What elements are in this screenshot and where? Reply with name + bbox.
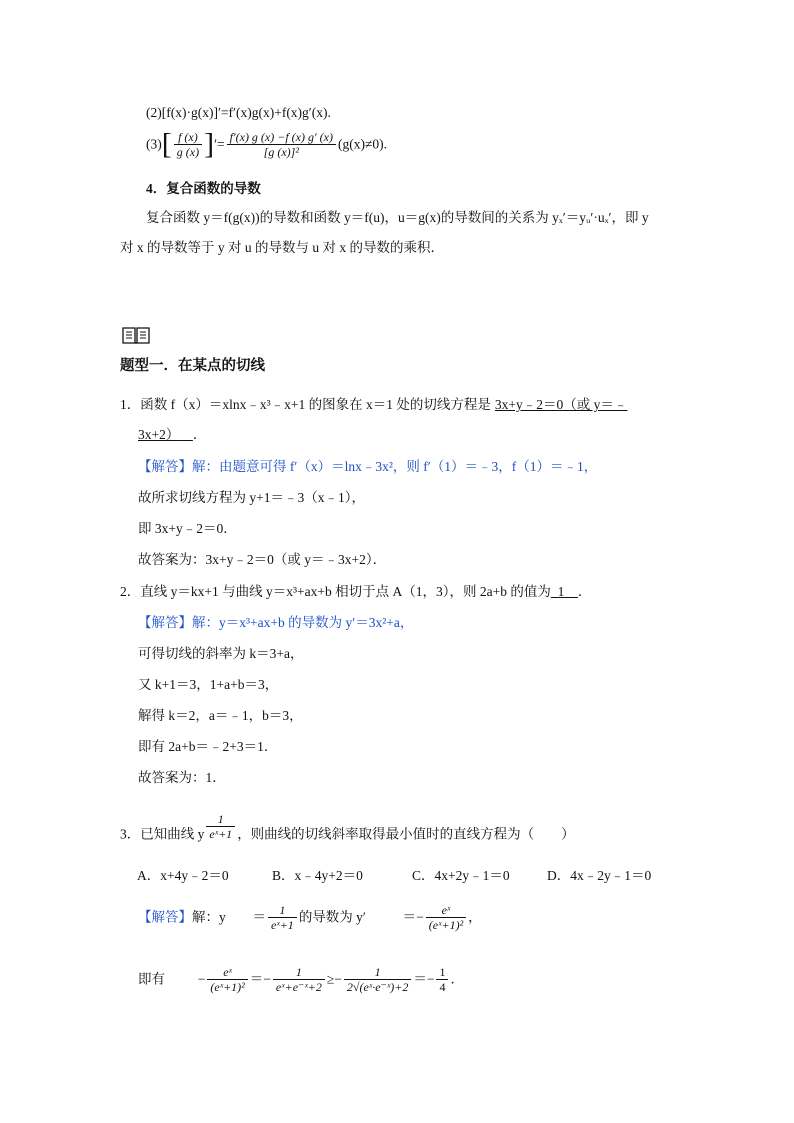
q1-stem-cont: 3x+2） ． [138,427,207,442]
q3-answer-2: 即有 − $\frac{\text{eˣ}}{\text{(eˣ+1)²}}$ ＝− $\frac{1}{\text{eˣ+e⁻ˣ+2}}$ ≥− $\frac{1}{\text{2√(eˣ·e⁻ˣ)+2}}$ ＝− $\frac{1}{4}$ ． [138,965,464,994]
q1-answer-1: 【解答】解：由题意可得 f′（x）＝lnx﹣3x²，则 f′（1）＝﹣3，f（1）＝﹣1， [138,459,598,474]
product-rule: (2)[f(x)·g(x)]′=f′(x)g(x)+f(x)g′(x). [146,105,331,120]
section-title: 题型一．在某点的切线 [120,358,265,374]
q2-answer-3: 又 k+1＝3，1+a+b＝3， [138,677,279,692]
q3-option-a: A．x+4y﹣2＝0 [137,868,229,883]
section4-title: 4．复合函数的导数 [146,181,261,196]
q2-blank: 1 [557,584,565,599]
q3-option-d: D．4x﹣2y﹣1＝0 [547,868,652,883]
q1-blank2: 3x+2） [138,427,180,442]
q1-answer-2: 故所求切线方程为 y+1＝﹣3（x﹣1）， [138,490,365,505]
q1-blank1: 3x+y﹣2＝0（或 y＝﹣ [494,397,628,412]
book-icon [121,325,151,345]
q2-answer-5: 即有 2a+b＝﹣2+3＝1． [138,739,278,754]
q1-stem: 1．函数 f（x）＝xlnx﹣x³﹣x+1 的图象在 x＝1 处的切线方程是 3x+y﹣2＝0（或 y＝﹣ [120,397,628,412]
q1-answer-3: 即 3x+y﹣2＝0． [138,521,237,536]
q3-answer-fraction-1: $\frac{1}{\text{eˣ+1}}$ [268,903,297,932]
q3-answer-fraction-2: $\frac{\text{eˣ}}{\text{(eˣ+1)²}}$ [426,903,466,932]
q3-stem: 3．已知曲线 y $\frac{1}{\text{eˣ+1}}$ ，则曲线的切线斜率取得最小值时的直线方程为（ ） [120,812,575,842]
section4-text2: 对 x 的导数等于 y 对 u 的导数与 u 对 x 的导数的乘积． [120,240,444,255]
q3-expr-1: $\frac{\text{eˣ}}{\text{(eˣ+1)²}}$ [207,965,247,994]
quotient-prefix: (3) [146,136,162,152]
q2-answer-2: 可得切线的斜率为 k＝3+a， [138,646,304,661]
quotient-rhs: $\frac{f'(x) g (x) -f (x) g' (x)}{\text{[g (x)]²}}$ [227,130,336,159]
q2-answer-1: 【解答】解：y＝x³+ax+b 的导数为 y′＝3x²+a， [138,615,414,630]
q3-option-c: C．4x+2y﹣1＝0 [412,868,510,883]
q3-stem-fraction: $\frac{1}{\text{eˣ+1}}$ [206,812,235,841]
q3-option-b: B．x﹣4y+2＝0 [272,868,363,883]
q2-stem: 2．直线 y＝kx+1 与曲线 y＝x³+ax+b 相切于点 A（1，3），则 2a+b 的值为 1 ． [120,584,592,599]
q3-expr-2: $\frac{1}{\text{eˣ+e⁻ˣ+2}}$ [273,965,325,994]
quotient-lhs: $\frac{f (x)}{g (x)}$ [174,130,202,159]
q3-answer-1: 【解答】解：y ＝ $\frac{1}{\text{eˣ+1}}$ 的导数为 y′ ＝− $\frac{\text{eˣ}}{\text{(eˣ+1)²}}$ ， [138,903,482,932]
section4-text1: 复合函数 y＝f(g(x))的导数和函数 y＝f(u)，u＝g(x)的导数间的关系为 yₓ′＝yᵤ′·uₓ′，即 y [146,210,649,225]
q3-expr-3: $\frac{1}{\text{2√(eˣ·e⁻ˣ)+2}}$ [344,965,411,994]
q3-expr-4: $\frac{1}{4}$ [436,965,448,994]
quotient-rule: (3)[ $\frac{f (x)}{g (x)}$ ]′= $\frac{f'(x) g (x) -f (x) g' (x)}{\text{[g (x)]²}}$ (g(x)≠0). [146,127,387,161]
q2-answer-6: 故答案为：1． [138,770,226,785]
q2-answer-4: 解得 k＝2，a＝﹣1，b＝3， [138,708,303,723]
q1-answer-4: 故答案为：3x+y﹣2＝0（或 y＝﹣3x+2）． [138,552,387,567]
